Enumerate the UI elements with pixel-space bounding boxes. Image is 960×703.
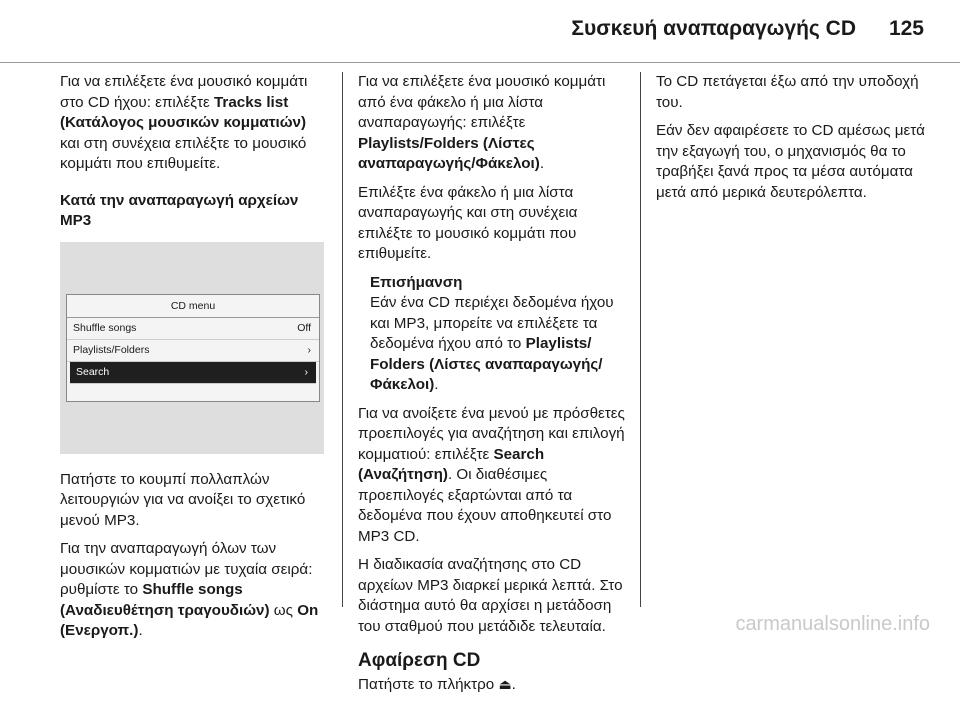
page-number: 125 — [888, 17, 924, 40]
menu-title: CD menu — [67, 295, 319, 318]
note-box — [358, 273, 628, 396]
column-3 — [656, 72, 926, 211]
paragraph: Εάν δεν αφαιρέσετε το CD αμέσως μετά την εξαγωγή του, ο μηχανισμός θα το τραβήξει ξανά προς τα μέσα αυτόματα μετά από μερικά δευτερόλεπτα. — [656, 122, 925, 201]
subheading: Κατά την αναπαραγωγή αρχείων MP3 — [60, 191, 299, 229]
chevron-right-icon: › — [307, 343, 311, 356]
eject-icon: ⏏ — [498, 675, 512, 692]
column-2 — [358, 72, 628, 703]
column-1 — [60, 72, 328, 650]
page-header — [0, 0, 960, 63]
note-text: Εάν ένα CD περιέχει δεδομένα ήχου και MP3, μπορείτε να επιλέξετε τα δεδομένα ήχου από το Playlists/ Folders (Λίστες αναπαραγωγής/ Φάκελοι). — [370, 294, 614, 393]
paragraph: Πατήστε το πλήκτρο ⏏. — [358, 675, 516, 693]
paragraph: Πατήστε το κουμπί πολλαπλών λειτουργιών για να ανοίξει το σχετικό μενού MP3. — [60, 470, 306, 529]
paragraph: Για να επιλέξετε ένα μουσικό κομμάτι στο CD ήχου: επιλέξτε Tracks list (Κατάλογος μουσικών κομματιών) και στη συνέχεια επιλέξτε το μουσικό κομμάτι που επιθυμείτε. — [60, 73, 308, 172]
chevron-right-icon: › — [304, 365, 308, 378]
column-divider — [342, 72, 343, 607]
page-title: Συσκευή αναπαραγωγής CD — [571, 17, 856, 40]
cd-menu — [66, 294, 320, 402]
menu-item-playlists: Playlists/Folders › — [67, 340, 319, 362]
watermark: carmanualsonline.info — [735, 613, 930, 635]
cd-menu-screenshot — [60, 242, 324, 454]
section-heading: Αφαίρεση CD — [358, 650, 481, 671]
paragraph: Επιλέξτε ένα φάκελο ή μια λίστα αναπαραγωγής και στη συνέχεια επιλέξτε το μουσικό κομμάτι που επιθυμείτε. — [358, 183, 578, 262]
menu-item-shuffle: Shuffle songs Off — [67, 318, 319, 340]
note-title: Επισήμανση — [370, 273, 463, 291]
paragraph: Η διαδικασία αναζήτησης στο CD αρχείων MP3 διαρκεί μερικά λεπτά. Στο διάστημα αυτό θα αρχίσει η μετάδοση του σταθμού που μετάδιδε τελευταία. — [358, 556, 623, 635]
menu-item-search: Search › — [70, 362, 316, 384]
paragraph: Για να επιλέξετε ένα μουσικό κομμάτι από ένα φάκελο ή μια λίστα αναπαραγωγής: επιλέξτε Playlists/Folders (Λίστες αναπαραγωγής/Φάκελοι). — [358, 73, 606, 172]
column-divider — [640, 72, 641, 607]
paragraph: Για να ανοίξετε ένα μενού με πρόσθετες προεπιλογές για αναζήτηση και επιλογή κομματιού: επιλέξτε Search (Αναζήτηση). Οι διαθέσιμες προεπιλογές εξαρτώνται από τα δεδομένα που έχουν αποθηκευτεί στο MP3 CD. — [358, 404, 625, 545]
paragraph: Για την αναπαραγωγή όλων των μουσικών κομματιών με τυχαία σειρά: ρυθμίστε το Shuffle songs (Αναδιευθέτηση τραγουδιών) ως On (Ενεργοπ.). — [60, 540, 319, 639]
paragraph: Το CD πετάγεται έξω από την υποδοχή του. — [656, 73, 919, 111]
